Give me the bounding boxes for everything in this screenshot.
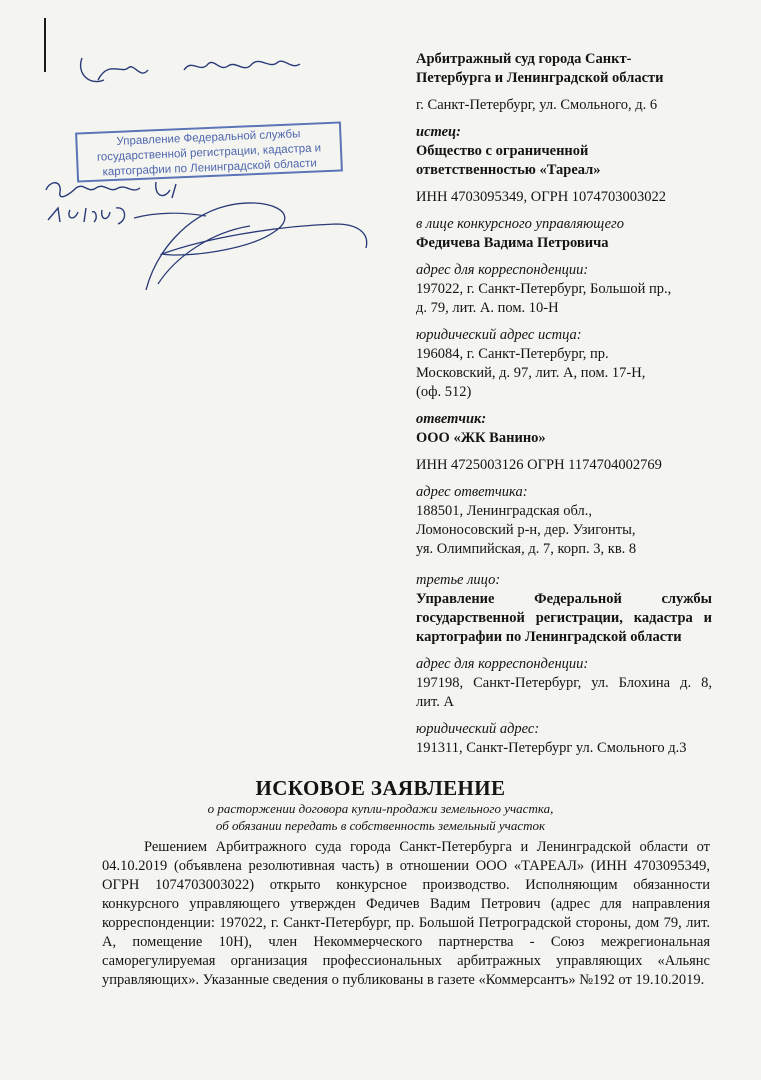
- receipt-signature-picture: [36, 172, 386, 312]
- defendant-address-line: уя. Олимпийская, д. 7, корп. 3, кв. 8: [416, 541, 637, 557]
- plaintiff-ids: ИНН 4703095349, ОГРН 1074703003022: [416, 189, 667, 205]
- third-party-legal-address-label: юридический адрес:: [416, 721, 540, 737]
- legal-address-line: 196084, г. Санкт-Петербург, пр.: [416, 346, 609, 362]
- plaintiff-label: истец:: [416, 124, 461, 140]
- third-party-correspondence-line: 197198, Санкт-Петербург, ул. Блохина д. 8,: [416, 675, 712, 691]
- body-paragraph: Решением Арбитражного суда города Санкт-Петербурга и Ленинградской области от 04.10.2019 (объявлена резолютивная часть) в отношении ООО «ТАРЕАЛ» (ИНН 4703095349, ОГРН 1074703003022) открыто конкурсное производство. Исполняющим обязанности конкурсного управляющего утвержден Федичев Вадим Петрович (адрес для направления корреспонденции: 197022, г. Санкт-Петербург, пр. Большой Петроградской стороны, дом 79, лит. А, помещение 10Н), член Некоммерческого партнерства - Союз межрегиональная саморегулируемая организация профессиональных арбитражных управляющих «Альянс управляющих». Указанные сведения о публикованы в газете «Коммерсантъ» №192 от 19.10.2019.: [102, 839, 710, 988]
- defendant-address-line: Ломоносовский р-н, дер. Узигонты,: [416, 522, 636, 538]
- stamp-line: Управление Федеральной службы: [116, 128, 301, 148]
- third-party-name-line: картографии по Ленинградской области: [416, 629, 682, 645]
- document-title: ИСКОВОЕ ЗАЯВЛЕНИЕ: [255, 776, 506, 800]
- defendant-name: ООО «ЖК Ванино»: [416, 430, 546, 446]
- third-party-name-line: государственной регистрации, кадастра и: [416, 610, 712, 626]
- defendant-address-label: адрес ответчика:: [416, 484, 528, 500]
- third-party-correspondence-label: адрес для корреспонденции:: [416, 656, 589, 672]
- correspondence-address-line: д. 79, лит. А. пом. 10-Н: [416, 300, 559, 316]
- document-subtitle: [0, 800, 761, 834]
- court-name-line: Петербурга и Ленинградской области: [416, 70, 664, 86]
- parties-block: [416, 50, 712, 758]
- document-body: [102, 838, 710, 990]
- legal-address-line: (оф. 512): [416, 384, 472, 400]
- defendant-ids: ИНН 4725003126 ОГРН 1174704002769: [416, 457, 662, 473]
- third-party-name-line: Управление Федеральной службы: [416, 591, 712, 607]
- represented-by-label: в лице конкурсного управляющего: [416, 216, 624, 232]
- legal-address-label: юридический адрес истца:: [416, 327, 582, 343]
- third-party-label: третье лицо:: [416, 572, 501, 588]
- stamp-line: картографии по Ленинградской области: [102, 157, 318, 179]
- defendant-label: ответчик:: [416, 411, 487, 427]
- plaintiff-name-line: ответственностью «Тареал»: [416, 162, 601, 178]
- defendant-address-line: 188501, Ленинградская обл.,: [416, 503, 592, 519]
- subtitle-line: о расторжении договора купли-продажи земельного участка,: [207, 801, 554, 816]
- third-party-correspondence-line: лит. А: [416, 694, 454, 710]
- plaintiff-name-line: Общество с ограниченной: [416, 143, 589, 159]
- legal-address-line: Московский, д. 97, лит. А, пом. 17-Н,: [416, 365, 646, 381]
- page-fold-mark: [44, 18, 46, 72]
- stamp-line: государственной регистрации, кадастра и: [96, 142, 322, 164]
- subtitle-line: об обязании передать в собственность земельный участок: [215, 818, 546, 833]
- correspondence-address-label: адрес для корреспонденции:: [416, 262, 589, 278]
- handwritten-note-picture: [64, 40, 364, 100]
- manager-name: Федичева Вадима Петровича: [416, 235, 609, 251]
- court-address: г. Санкт-Петербург, ул. Смольного, д. 6: [416, 97, 658, 113]
- correspondence-address-line: 197022, г. Санкт-Петербург, Большой пр.,: [416, 281, 672, 297]
- third-party-legal-address-line: 191311, Санкт-Петербург ул. Смольного д.3: [416, 740, 687, 756]
- court-name-line: Арбитражный суд города Санкт-: [416, 51, 632, 67]
